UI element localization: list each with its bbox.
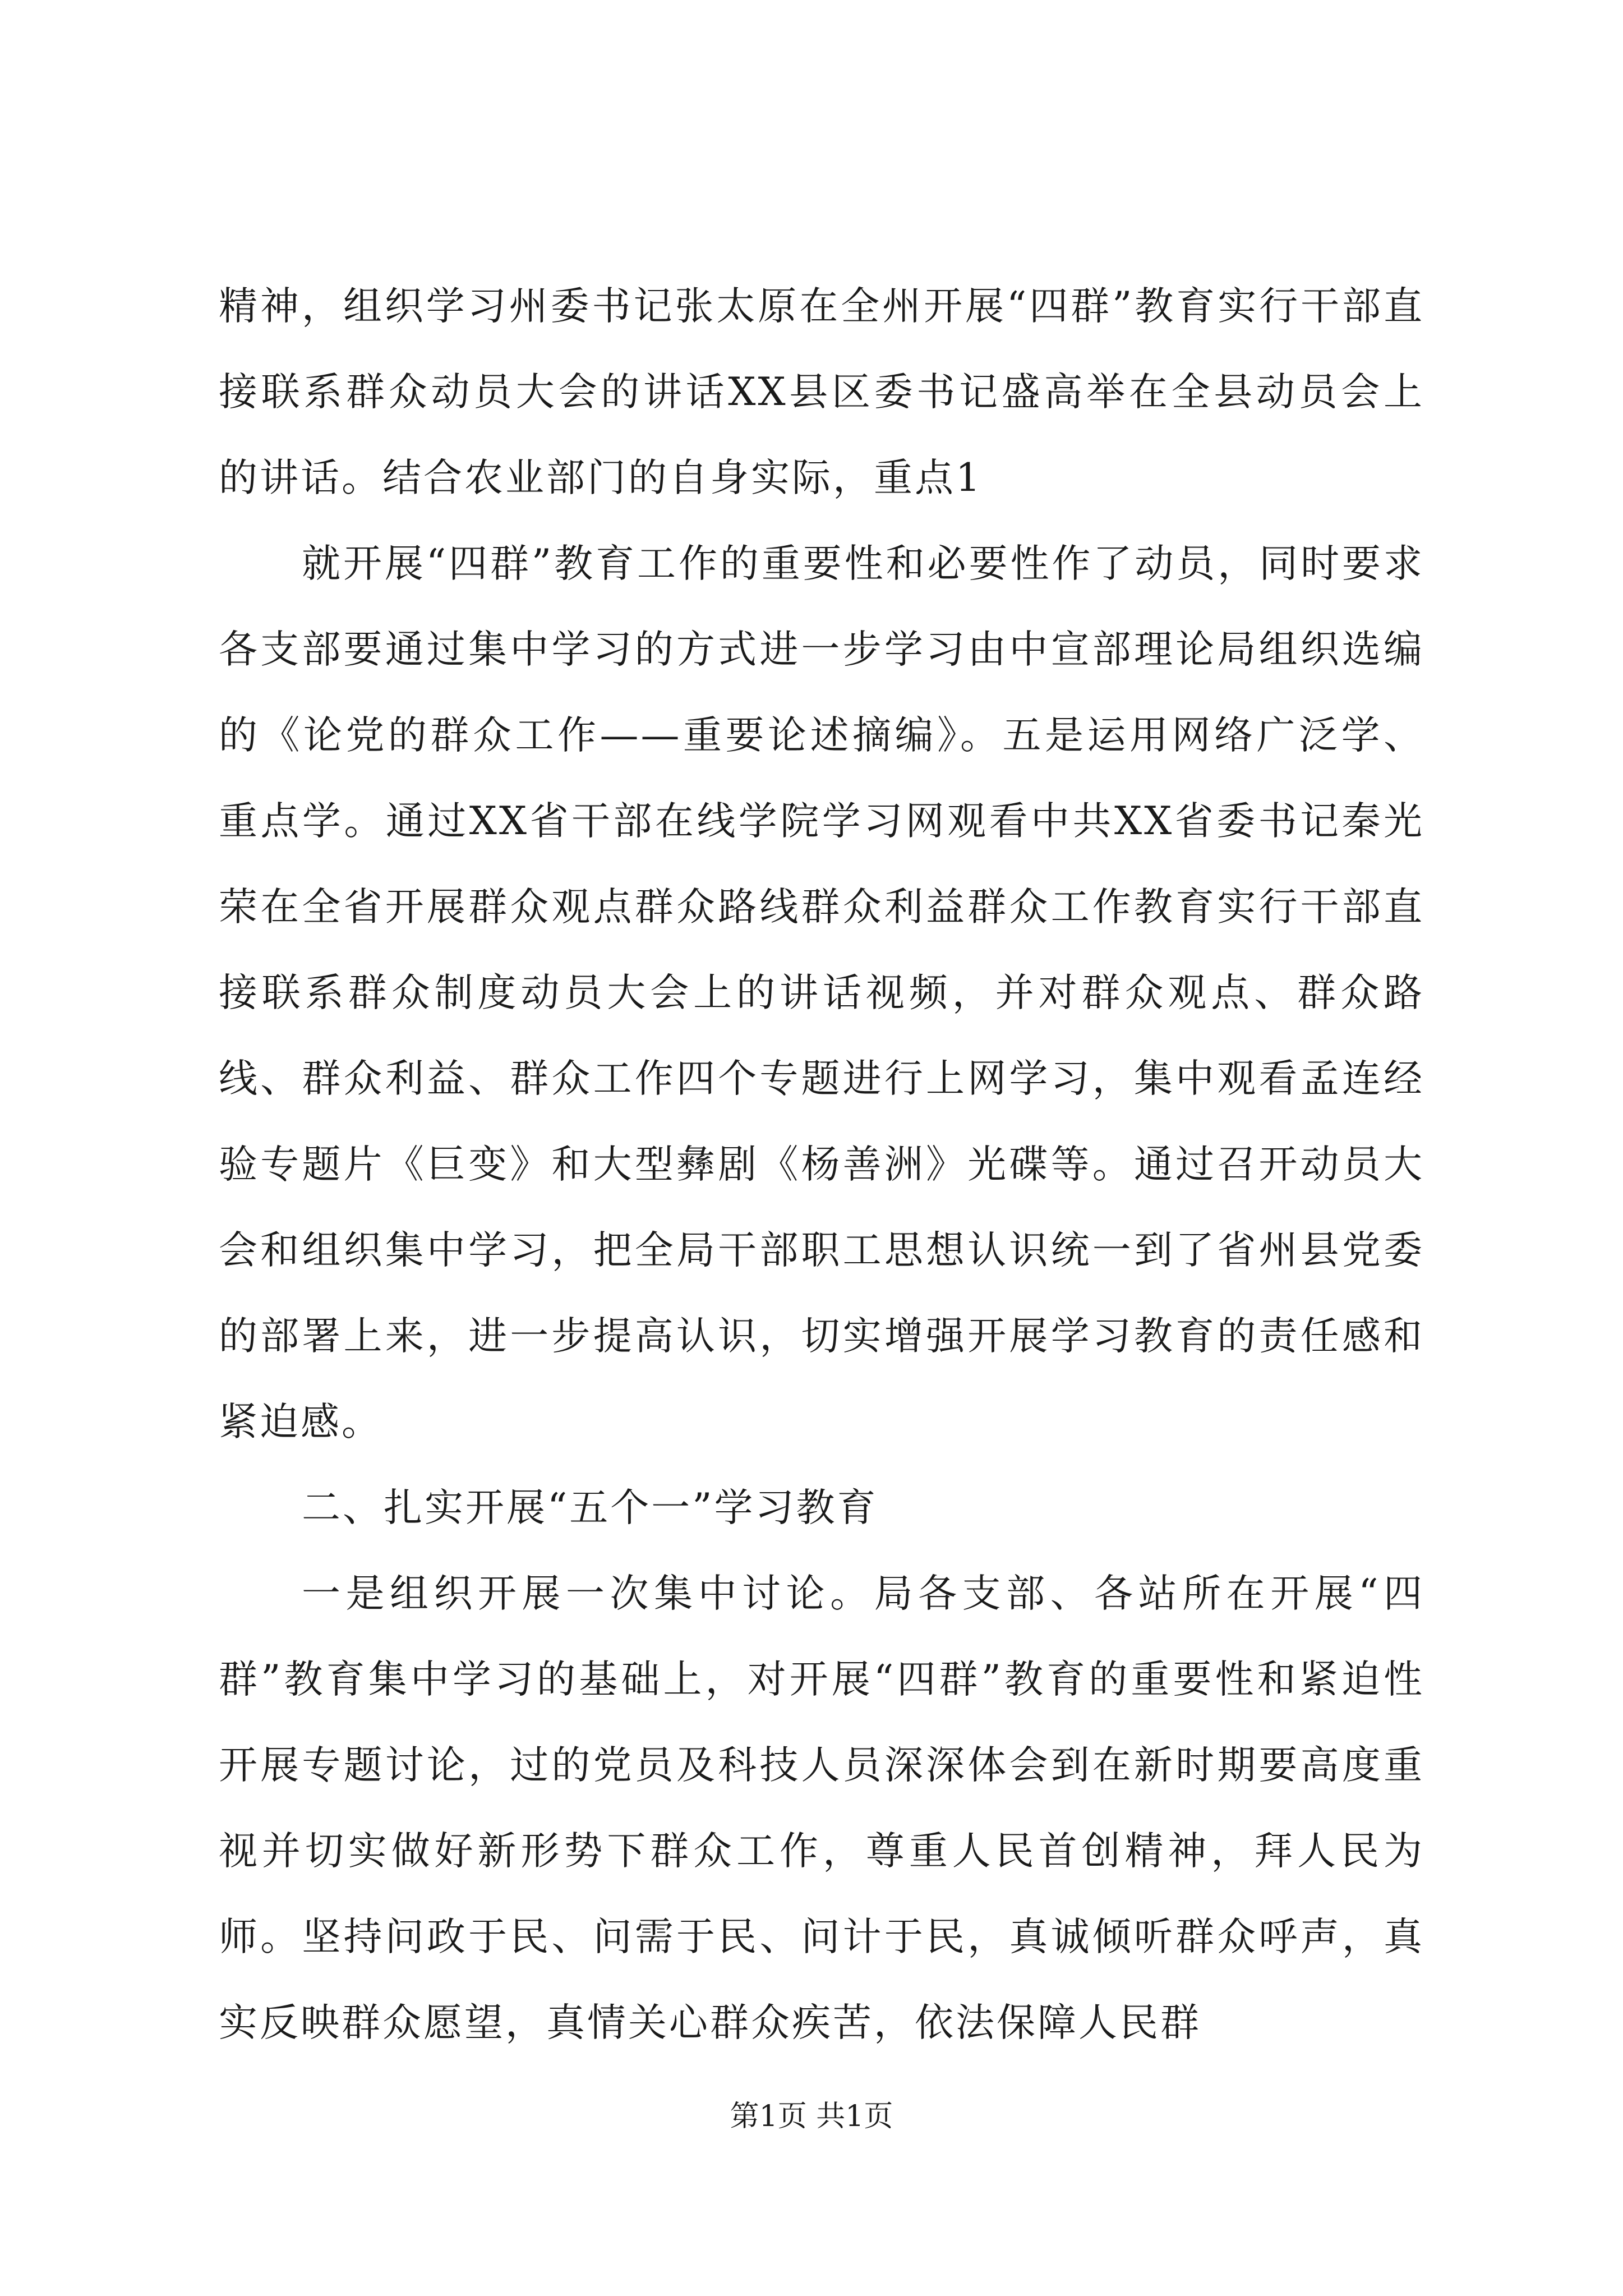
document-body [219,264,1424,2066]
paragraph-2: 就开展“四群”教育工作的重要性和必要性作了动员，同时要求各支部要通过集中学习的方式进一步学习由中宣部理论局组织选编的《论党的群众工作——重要论述摘编》。五是运用网络广泛学、重点学。通过XX省干部在线学院学习网观看中共XX省委书记秦光荣在全省开展群众观点群众路线群众利益群众工作教育实行干部直接联系群众制度动员大会上的讲话视频，并对群众观点、群众路线、群众利益、群众工作四个专题进行上网学习，集中观看孟连经验专题片《巨变》和大型彝剧《杨善洲》光碟等。通过召开动员大会和组织集中学习，把全局干部职工思想认识统一到了省州县党委的部署上来，进一步提高认识，切实增强开展学习教育的责任感和紧迫感。 [219,541,1424,1444]
page-footer: 第1页 共1页 [730,2100,893,2133]
paragraph-3: 一是组织开展一次集中讨论。局各支部、各站所在开展“四群”教育集中学习的基础上，对开展“四群”教育的重要性和紧迫性开展专题讨论，过的党员及科技人员深深体会到在新时期要高度重视并切实做好新形势下群众工作，尊重人民首创精神，拜人民为师。坚持问政于民、问需于民、问计于民，真诚倾听群众呼声，真实反映群众愿望，真情关心群众疾苦，依法保障人民群 [219,1571,1424,2045]
section-heading-2: 二、扎实开展“五个一”学习教育 [302,1485,878,1530]
paragraph-1: 精神，组织学习州委书记张太原在全州开展“四群”教育实行干部直接联系群众动员大会的讲话XX县区委书记盛高举在全县动员会上的讲话。结合农业部门的自身实际，重点1 [219,284,1424,500]
